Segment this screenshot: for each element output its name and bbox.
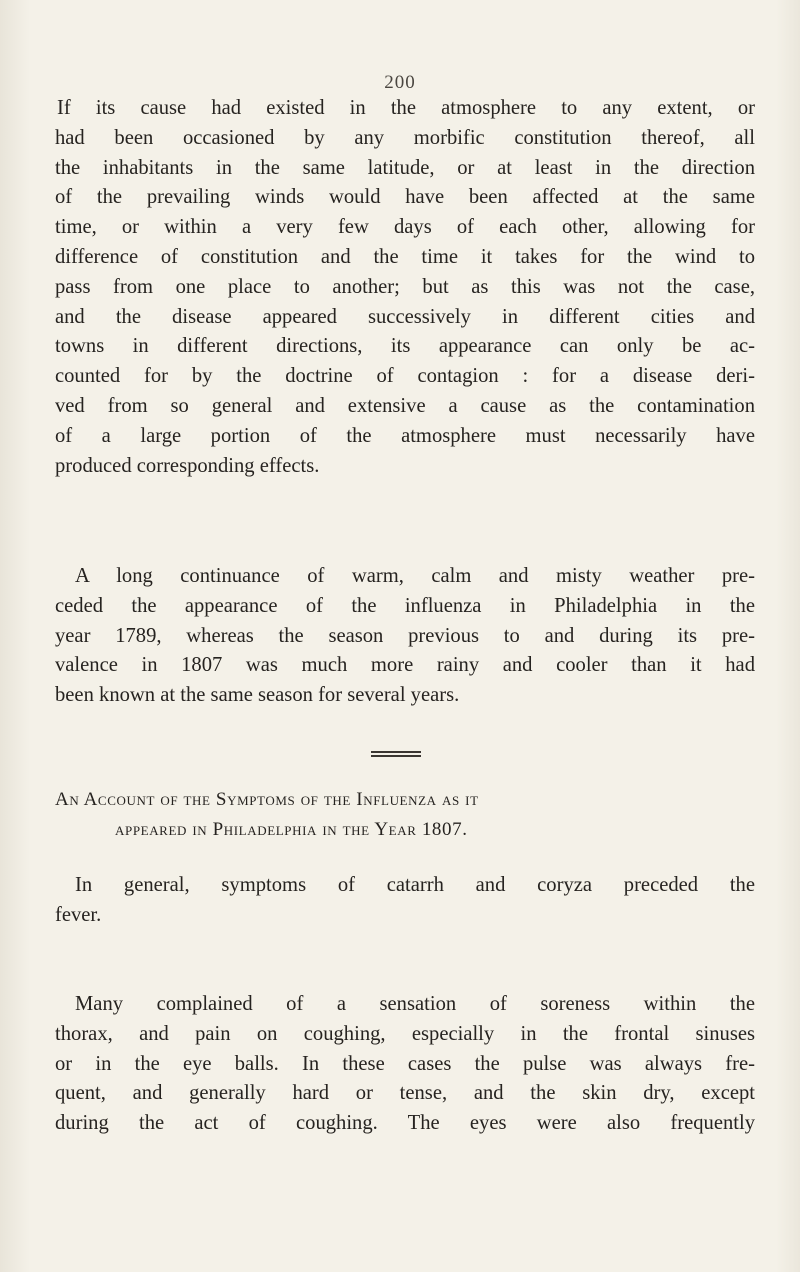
text-line: time, or within a very few days of each other, allowing for	[55, 216, 755, 239]
text-line: difference of constitution and the time it takes for the wind to	[55, 245, 755, 268]
paragraph-soreness	[55, 990, 755, 1139]
text-line: and the disease appeared successively in different cities and	[55, 305, 755, 328]
text-line: or in the eye balls. In these cases the pulse was always fre-	[55, 1052, 755, 1075]
section-divider	[371, 751, 421, 759]
text-line: fever.	[55, 903, 102, 926]
page-number: 200	[384, 72, 416, 93]
paragraph-weather	[55, 562, 755, 711]
text-line: quent, and generally hard or tense, and the skin dry, except	[55, 1082, 755, 1105]
heading-line: An Account of the Symptoms of the Influenza as it	[55, 789, 479, 810]
text-line: had been occasioned by any morbific constitution thereof, all	[55, 126, 755, 149]
text-line: pass from one place to another; but as this was not the case,	[55, 275, 755, 298]
text-line: In general, symptoms of catarrh and coryza preceded the	[75, 874, 755, 896]
text-line: A long continuance of warm, calm and misty weather pre-	[75, 565, 755, 587]
paragraph-contagion-argument	[55, 94, 755, 481]
text-line: of the prevailing winds would have been affected at the same	[55, 186, 755, 209]
text-line: towns in different directions, its appearance can only be ac-	[55, 335, 755, 358]
text-line: If its cause had existed in the atmosphere to any extent, or	[57, 97, 755, 119]
text-line: produced corresponding effects.	[55, 454, 320, 477]
text-line: year 1789, whereas the season previous to and during its pre-	[55, 624, 755, 647]
text-line: valence in 1807 was much more rainy and cooler than it had	[55, 654, 755, 677]
text-line: the inhabitants in the same latitude, or at least in the direction	[55, 156, 755, 179]
section-heading	[55, 785, 755, 845]
text-line: of a large portion of the atmosphere must necessarily have	[55, 424, 755, 447]
text-line: been known at the same season for several years.	[55, 684, 460, 707]
paragraph-catarrh	[55, 871, 755, 931]
heading-line: appeared in Philadelphia in the Year 1807.	[115, 819, 468, 840]
text-line: ved from so general and extensive a cause as the contamination	[55, 394, 755, 417]
text-line: ceded the appearance of the influenza in Philadelphia in the	[55, 594, 755, 617]
text-line: Many complained of a sensation of soreness within the	[75, 993, 755, 1015]
text-line: thorax, and pain on coughing, especially in the frontal sinuses	[55, 1022, 755, 1045]
text-line: during the act of coughing. The eyes were also frequently	[55, 1112, 755, 1135]
text-line: counted for by the doctrine of contagion : for a disease deri-	[55, 365, 755, 388]
